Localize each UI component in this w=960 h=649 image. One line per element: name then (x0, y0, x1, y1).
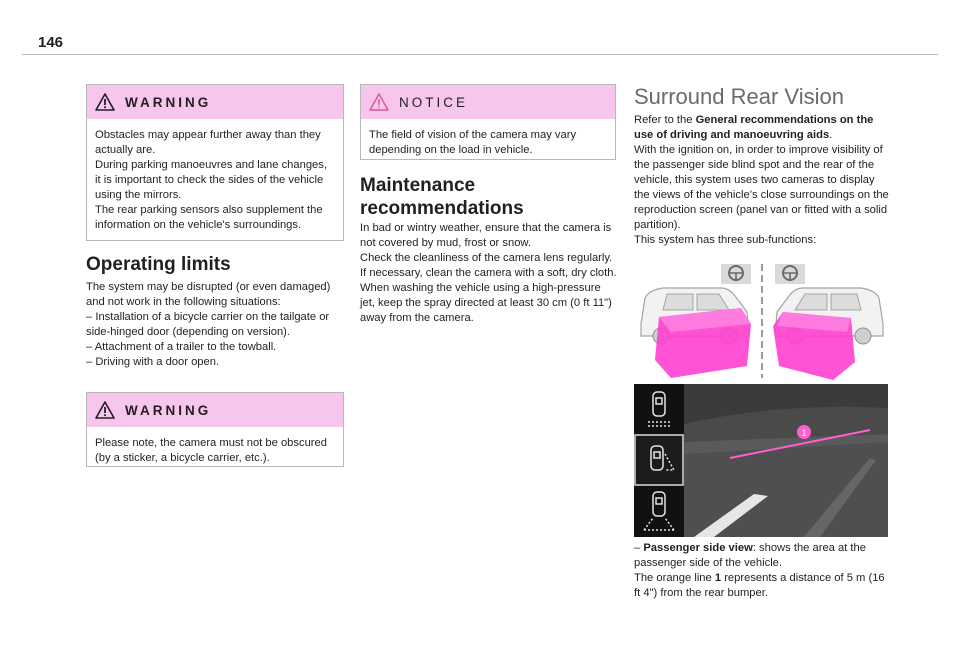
notice-text: The field of vision of the camera may vary depending on the load in vehicle. (369, 129, 577, 156)
steering-wheel-icon (721, 264, 751, 284)
warning-text: Please note, the camera must not be obscured (by a sticker, a bicycle carrier, etc.). (95, 437, 327, 464)
callout-label: 1 (801, 428, 807, 438)
maintenance-heading: Maintenance recommendations (360, 175, 524, 219)
warning-title: WARNING (125, 402, 212, 418)
operating-limits-text: The system may be disrupted (or even damaged) and not work in the following situations: – Installation of a bicycle carrier on the tailgate or side-hinged door (depending on version). – Attachment of a trailer to the towball. – Driving with a door open. (86, 280, 344, 370)
list-item: – Attachment of a trailer to the towball. (86, 341, 277, 353)
reproduction-screen (634, 384, 888, 537)
notice-header (361, 85, 615, 119)
warning-box-1 (86, 84, 344, 241)
warning-triangle-icon (95, 93, 115, 111)
notice-triangle-icon (369, 93, 389, 111)
warning-triangle-icon (95, 401, 115, 419)
surround-item: – Passenger side view: shows the area at the passenger side of the vehicle. The orange line 1 represents a distance of 5 m (16 ft 4") from the rear bumper. (634, 541, 892, 601)
warning-text: Obstacles may appear further away than they actually are. During parking manoeuvres and lane changes, it is important to check the sides of the vehicle using the mirrors. The rear parking sensors also supplement the information on the vehicle's surroundings. (95, 129, 327, 231)
warning-header (87, 85, 343, 119)
surround-heading: Surround Rear Vision (634, 84, 844, 109)
list-item: – Driving with a door open. (86, 356, 220, 368)
notice-box (360, 84, 616, 160)
warning-header (87, 393, 343, 427)
warning-title: WARNING (125, 94, 212, 110)
page-number: 146 (38, 34, 64, 51)
warning-box-2 (86, 392, 344, 467)
list-item: – Passenger side view: shows the area at the passenger side of the vehicle. (634, 542, 866, 569)
cross-reference: General recommendations on the use of driving and manoeuvring aids (634, 114, 874, 141)
list-item: – Installation of a bicycle carrier on the tailgate or side-hinged door (depending on version). (86, 311, 330, 338)
steering-wheel-icon (775, 264, 805, 284)
operating-limits-heading: Operating limits (86, 254, 231, 275)
header-divider (22, 54, 938, 55)
surround-intro: Refer to the General recommendations on the use of driving and manoeuvring aids. With the ignition on, in order to improve visibility of the passenger side blind spot and the rear of the vehicle, this system uses two cameras to display the views of the vehicle’s close surroundings on the reproduction screen (panel van or fitted with a solid partition). This system has three sub-functions: (634, 114, 889, 246)
notice-title: NOTICE (399, 94, 469, 110)
maintenance-text: In bad or wintry weather, ensure that the camera is not covered by mud, frost or snow. Check the cleanliness of the camera lens regularly. If necessary, clean the camera with a soft, dry cloth. When washing the vehicle using a high-pressure jet, keep the spray directed at least 30 cm (0 ft 11") away from the camera. (360, 222, 617, 324)
camera-view-illustration (637, 262, 887, 380)
